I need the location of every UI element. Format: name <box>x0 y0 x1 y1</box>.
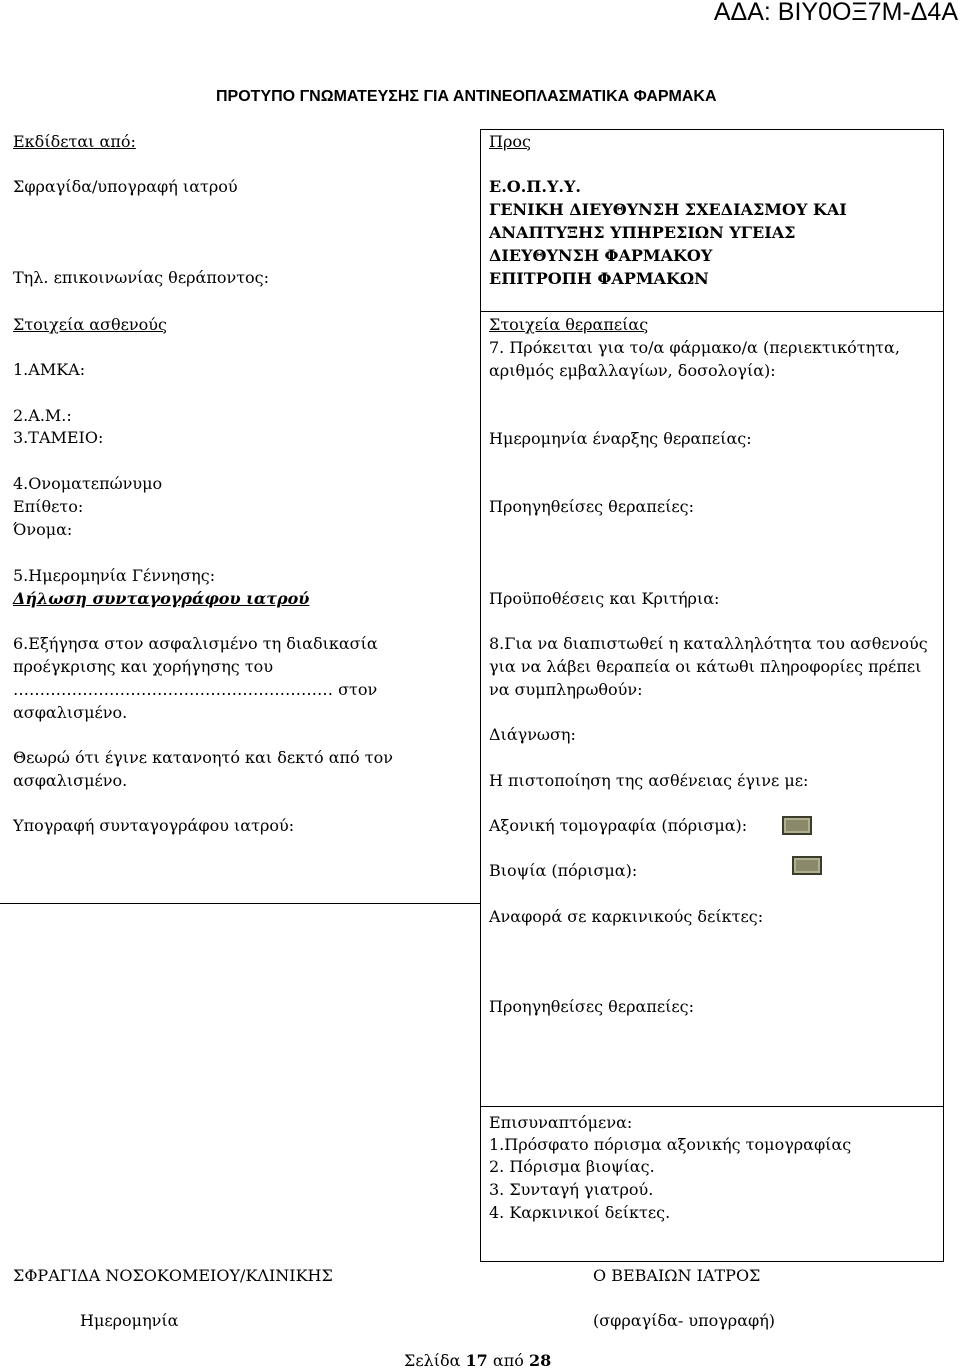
table-bottom-border <box>480 1261 944 1262</box>
attachments-divider <box>480 1106 944 1107</box>
criteria-label: Προϋποθέσεις και Κριτήρια: <box>489 589 720 608</box>
suitability-line-1: 8.Για να διαπιστωθεί η καταλληλότητα του ασθενούς <box>489 634 928 653</box>
recipient-line-3: ΑΝΑΠΤΥΞΗΣ ΥΠΗΡΕΣΙΩΝ ΥΓΕΙΑΣ <box>489 223 796 242</box>
to-label: Προς <box>489 132 531 151</box>
diagnosis-label: Διάγνωση: <box>489 725 576 744</box>
page-current: 17 <box>465 1351 488 1370</box>
form-title: ΠΡΟΤΥΠΟ ΓΝΩΜΑΤΕΥΣΗΣ ΓΙΑ ΑΝΤΙΝΕΟΠΛΑΣΜΑΤΙΚΑ ΦΑΡΜΑΚΑ <box>216 88 717 105</box>
understood-line-1: Θεωρώ ότι έγινε κατανοητό και δεκτό από τον <box>13 748 393 767</box>
suitability-line-2: για να λάβει θεραπεία οι κάτωθι πληροφορίες πρέπει <box>489 657 922 676</box>
recipient-divider <box>480 311 944 312</box>
attachment-item-1: 1.Πρόσφατο πόρισμα αξονικής τομογραφίας <box>489 1135 852 1154</box>
am-label: 2.Α.Μ.: <box>13 406 72 425</box>
therapy-line-1: 7. Πρόκειται για το/α φάρμακο/α (περιεκτικότητα, <box>489 338 900 357</box>
page-number <box>404 1351 551 1370</box>
tumor-markers-label: Αναφορά σε καρκινικούς δείκτες: <box>489 907 764 926</box>
declaration-line-2: προέγκρισης και χορήγησης του <box>13 657 274 676</box>
ct-scan-checkbox[interactable] <box>782 816 812 835</box>
amka-label: 1.ΑΜΚΑ: <box>13 360 86 379</box>
seal-signature-label: Σφραγίδα/υπογραφή ιατρού <box>13 177 238 196</box>
attachment-item-4: 4. Καρκινικοί δείκτες. <box>489 1203 671 1222</box>
recipient-line-5: ΕΠΙΤΡΟΠΗ ΦΑΡΜΑΚΩΝ <box>489 269 709 288</box>
attachment-item-2: 2. Πόρισμα βιοψίας. <box>489 1157 655 1176</box>
patient-section-header: Στοιχεία ασθενούς <box>13 315 167 334</box>
suitability-line-3: να συμπληρωθούν: <box>489 680 643 699</box>
therapy-section-header: Στοιχεία θεραπείας <box>489 315 649 334</box>
certifying-doctor-label: Ο ΒΕΒΑΙΩΝ ΙΑΤΡΟΣ <box>593 1266 761 1285</box>
table-middle-divider <box>480 129 481 1262</box>
doctor-signature-label: Υπογραφή συνταγογράφου ιατρού: <box>13 816 295 835</box>
page-total: 28 <box>528 1351 552 1370</box>
page-prefix: Σελίδα <box>404 1351 466 1370</box>
left-column-bottom-border <box>0 903 481 904</box>
tameio-label: 3.ΤΑΜΕΙΟ: <box>13 428 104 447</box>
footer-seal-signature-label: (σφραγίδα- υπογραφή) <box>593 1311 776 1330</box>
hospital-seal-label: ΣΦΡΑΓΙΔΑ ΝΟΣΟΚΟΜΕΙΟΥ/ΚΛΙΝΙΚΗΣ <box>13 1266 333 1285</box>
recipient-line-4: ΔΙΕΥΘΥΝΣΗ ΦΑΡΜΑΚΟΥ <box>489 246 713 265</box>
table-top-border <box>480 129 944 130</box>
table-right-border <box>943 129 944 1262</box>
page-middle: από <box>487 1351 529 1370</box>
ct-scan-label: Αξονική τομογραφία (πόρισμα): <box>489 816 748 835</box>
phone-label: Τηλ. επικοινωνίας θεράποντος: <box>13 268 270 287</box>
biopsy-checkbox[interactable] <box>792 856 822 875</box>
biopsy-label: Βιοψία (πόρισμα): <box>489 861 638 880</box>
declaration-header: Δήλωση συνταγογράφου ιατρού <box>13 589 310 608</box>
birthdate-label: 5.Ημερομηνία Γέννησης: <box>13 566 216 585</box>
certification-label: Η πιστοποίηση της ασθένειας έγινε με: <box>489 771 809 790</box>
attachment-item-3: 3. Συνταγή γιατρού. <box>489 1180 654 1199</box>
name-label: Όνομα: <box>13 520 73 539</box>
fullname-label: 4.Ονοματεπώνυμο <box>13 474 163 493</box>
declaration-line-4: ασφαλισμένο. <box>13 703 128 722</box>
previous-therapies-label-1: Προηγηθείσες θεραπείες: <box>489 497 695 516</box>
attachments-header: Επισυναπτόμενα: <box>489 1113 633 1132</box>
recipient-line-1: Ε.Ο.Π.Υ.Υ. <box>489 177 581 196</box>
therapy-line-2: αριθμός εμβαλλαγίων, δοσολογία): <box>489 361 776 380</box>
previous-therapies-label-2: Προηγηθείσες θεραπείες: <box>489 997 695 1016</box>
declaration-line-1: 6.Εξήγησα στον ασφαλισμένο τη διαδικασία <box>13 634 378 653</box>
understood-line-2: ασφαλισμένο. <box>13 771 128 790</box>
issued-by-label: Εκδίδεται από: <box>13 132 136 151</box>
footer-date-label: Ημερομηνία <box>80 1311 179 1330</box>
recipient-line-2: ΓΕΝΙΚΗ ΔΙΕΥΘΥΝΣΗ ΣΧΕΔΙΑΣΜΟΥ ΚΑΙ <box>489 200 847 219</box>
start-date-label: Ημερομηνία έναρξης θεραπείας: <box>489 429 752 448</box>
declaration-line-3: …………………………………………………… στον <box>13 680 378 699</box>
ada-header: ΑΔΑ: ΒΙΥ0ΟΞ7Μ-Δ4Α <box>713 0 958 26</box>
surname-label: Επίθετο: <box>13 497 84 516</box>
